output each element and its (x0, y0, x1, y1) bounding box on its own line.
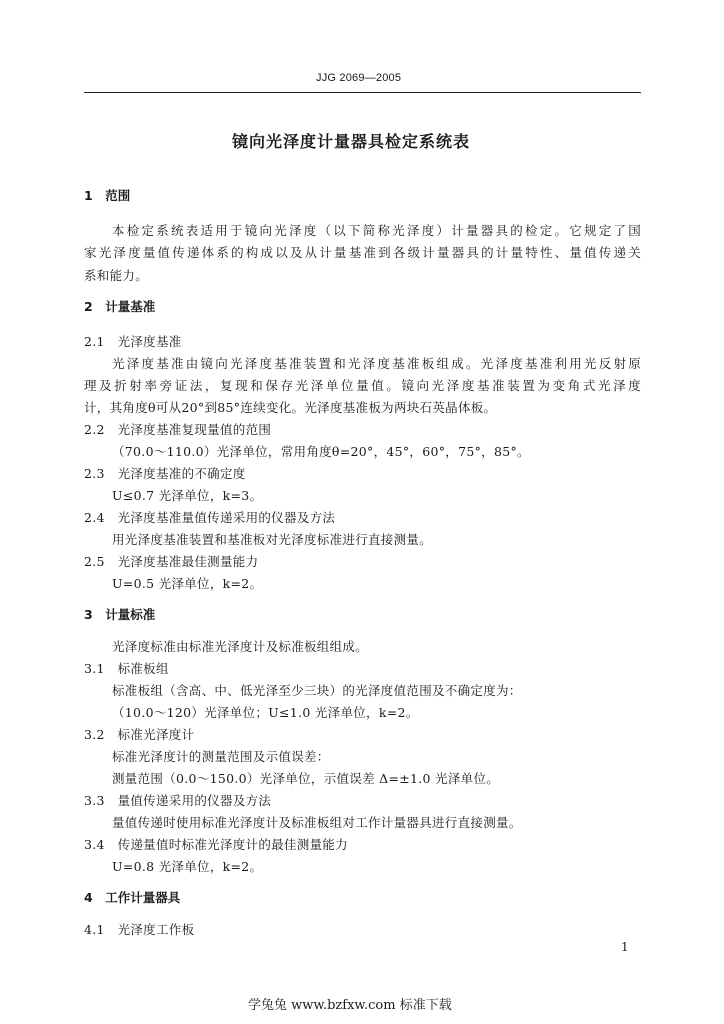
section-2-1-line-2: 理及折射率旁证法，复现和保存光泽单位量值。镜向光泽度基准装置为变角式光泽度 (84, 378, 641, 393)
section-3-4-heading: 3.4 传递量值时标准光泽度计的最佳测量能力 (84, 837, 348, 852)
section-2-4-line: 用光泽度基准装置和基准板对光泽度标准进行直接测量。 (112, 532, 433, 547)
section-2-3-heading: 2.3 光泽度基准的不确定度 (84, 466, 246, 481)
section-3-1-line-1: 标准板组（含高、中、低光泽至少三块）的光泽度值范围及不确定度为： (112, 683, 522, 698)
section-2-2-heading: 2.2 光泽度基准复现量值的范围 (84, 422, 272, 437)
section-3-2-line-2: 测量范围（0.0～150.0）光泽单位，示值误差 Δ=±1.0 光泽单位。 (112, 771, 500, 786)
section-3-1-line-2: （10.0～120）光泽单位；U≤1.0 光泽单位，k=2。 (112, 705, 419, 720)
section-2-5-heading: 2.5 光泽度基准最佳测量能力 (84, 554, 259, 569)
page-title: 镜向光泽度计量器具检定系统表 (232, 132, 471, 151)
section-1-line-2: 家光泽度量值传递体系的构成以及从计量基准到各级计量器具的计量特性、量值传递关 (84, 245, 641, 260)
section-3-intro: 光泽度标准由标准光泽度计及标准板组组成。 (112, 639, 369, 654)
header-rule (84, 92, 641, 93)
section-1-line-1: 本检定系统表适用于镜向光泽度（以下简称光泽度）计量器具的检定。它规定了国 (112, 223, 641, 238)
footer-watermark: 学兔兔 www.bzfxw.com 标准下载 (248, 998, 452, 1013)
section-2-3-line: U≤0.7 光泽单位，k=3。 (112, 488, 263, 503)
section-4-heading: 4 工作计量器具 (84, 890, 181, 905)
page-number: 1 (621, 940, 629, 954)
section-3-2-heading: 3.2 标准光泽度计 (84, 727, 195, 742)
section-3-heading: 3 计量标准 (84, 607, 156, 622)
section-4-1-heading: 4.1 光泽度工作板 (84, 922, 195, 937)
section-2-heading: 2 计量基准 (84, 299, 156, 314)
section-3-2-line-1: 标准光泽度计的测量范围及示值误差： (112, 749, 330, 764)
section-3-4-line: U=0.8 光泽单位，k=2。 (112, 859, 263, 874)
section-2-4-heading: 2.4 光泽度基准量值传递采用的仪器及方法 (84, 510, 336, 525)
section-2-1-line-1: 光泽度基准由镜向光泽度基准装置和光泽度基准板组成。光泽度基准利用光反射原 (112, 356, 641, 371)
doc-code-header: JJG 2069—2005 (316, 72, 402, 84)
section-3-3-heading: 3.3 量值传递采用的仪器及方法 (84, 793, 272, 808)
section-1-line-3: 系和能力。 (84, 268, 149, 283)
section-2-1-heading: 2.1 光泽度基准 (84, 334, 182, 349)
section-2-1-line-3: 计，其角度θ可从20°到85°连续变化。光泽度基准板为两块石英晶体板。 (84, 400, 497, 415)
section-3-1-heading: 3.1 标准板组 (84, 661, 169, 676)
section-2-2-line: （70.0～110.0）光泽单位，常用角度θ=20°，45°，60°，75°，85°。 (112, 444, 530, 459)
section-1-heading: 1 范围 (84, 188, 131, 203)
section-3-3-line: 量值传递时使用标准光泽度计及标准板组对工作计量器具进行直接测量。 (112, 815, 522, 830)
section-2-5-line: U=0.5 光泽单位，k=2。 (112, 576, 263, 591)
